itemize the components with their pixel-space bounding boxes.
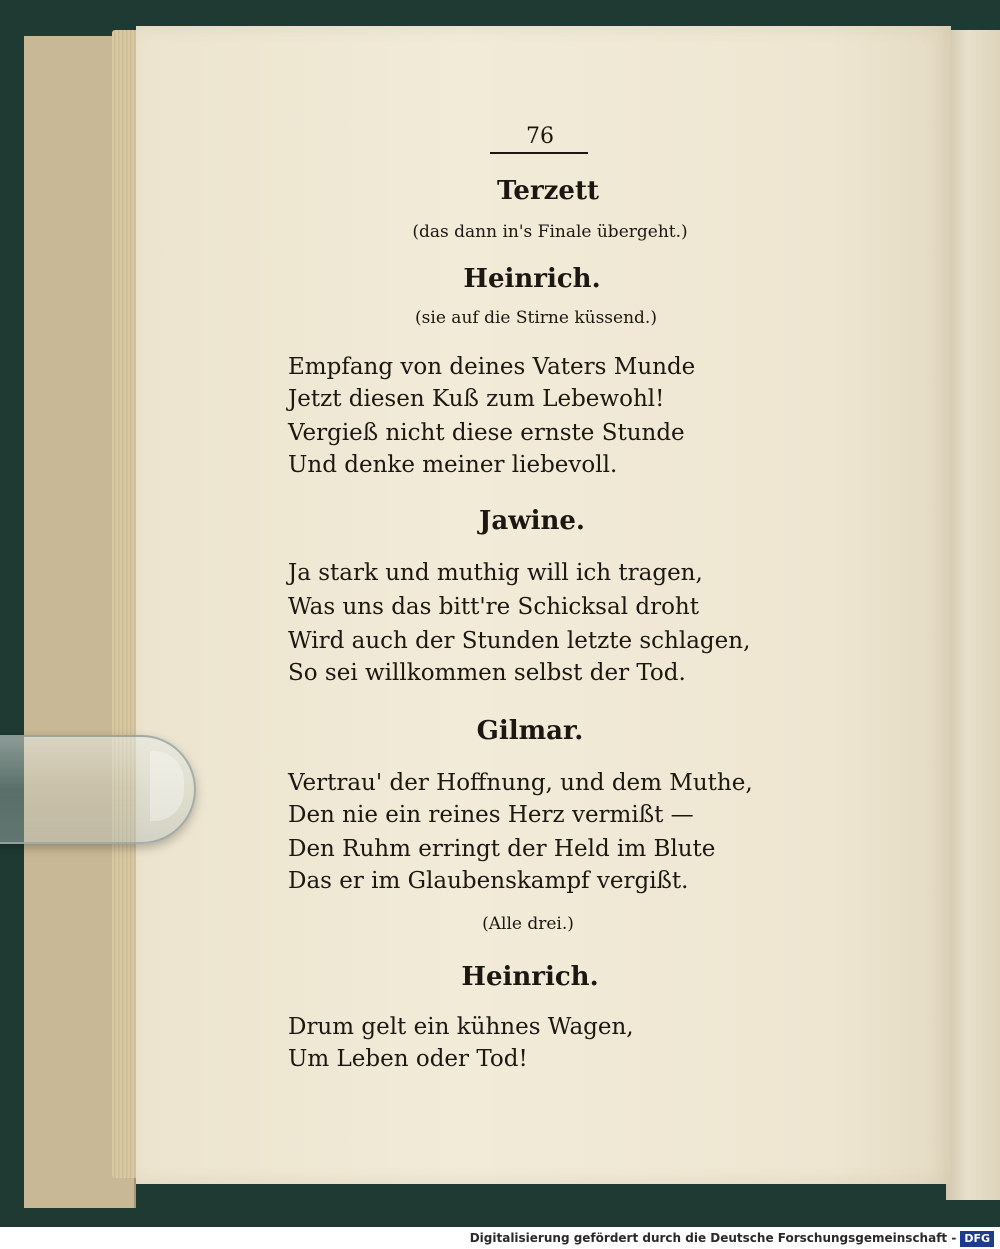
heading-heinrich-2: Heinrich. bbox=[461, 962, 599, 992]
dfg-logo-icon: DFG bbox=[960, 1231, 994, 1247]
verse-line: Und denke meiner liebevoll. bbox=[288, 452, 618, 478]
heading-terzett: Terzett bbox=[497, 176, 599, 206]
verse-line: Ja stark und muthig will ich tragen, bbox=[288, 560, 703, 586]
verse-line: Drum gelt ein kühnes Wagen, bbox=[288, 1014, 634, 1040]
verse-line: Wird auch der Stunden letzte schlagen, bbox=[288, 628, 751, 654]
heading-gilmar: Gilmar. bbox=[476, 716, 584, 746]
stage-direction-heinrich: (sie auf die Stirne küssend.) bbox=[415, 308, 657, 328]
verse-line: Das er im Glaubenskampf vergißt. bbox=[288, 868, 689, 894]
verse-line: Vergieß nicht diese ernste Stunde bbox=[288, 420, 685, 446]
verse-line: So sei willkommen selbst der Tod. bbox=[288, 660, 686, 686]
verse-line: Um Leben oder Tod! bbox=[288, 1046, 528, 1072]
verse-line: Den nie ein reines Herz vermißt — bbox=[288, 802, 694, 828]
stage-direction-terzett: (das dann in's Finale übergeht.) bbox=[412, 222, 688, 242]
page-clip bbox=[0, 735, 196, 844]
verse-line: Empfang von deines Vaters Munde bbox=[288, 354, 696, 380]
verse-line: Vertrau' der Hoffnung, und dem Muthe, bbox=[288, 770, 753, 796]
page-number: 76 bbox=[526, 124, 554, 149]
verse-line: Was uns das bitt're Schicksal droht bbox=[288, 594, 699, 620]
verse-line: Den Ruhm erringt der Held im Blute bbox=[288, 836, 716, 862]
stage-direction-alle-drei: (Alle drei.) bbox=[482, 914, 574, 934]
next-page-edge bbox=[946, 30, 1000, 1200]
footer-bar bbox=[0, 1227, 1000, 1249]
verse-line: Jetzt diesen Kuß zum Lebewohl! bbox=[288, 386, 665, 412]
footer-credit: Digitalisierung gefördert durch die Deutsche Forschungsgemeinschaft - bbox=[469, 1231, 957, 1245]
page-number-rule bbox=[490, 152, 588, 154]
heading-heinrich-1: Heinrich. bbox=[463, 264, 601, 294]
heading-jawine: Jawine. bbox=[479, 506, 585, 536]
